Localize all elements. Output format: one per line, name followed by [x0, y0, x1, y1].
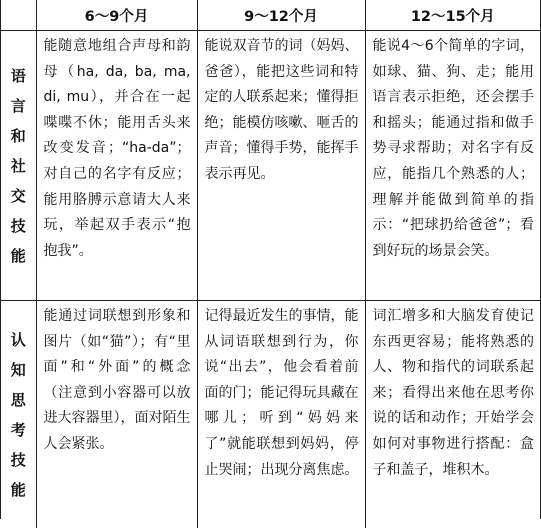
header-corner-cell — [1, 0, 36, 31]
cell-cognitive-6-9: 能通过词联想到形象和图片（如“猫”）；有“里面”和“外面”的概念（注意到小容器可以放进大容器里），面对陌生人会紧张。 — [36, 301, 197, 528]
row-label-language-social: 语言和社交技能 — [10, 61, 26, 271]
cell-language-12-15: 能说4～6个简单的字词，如球、猫、狗、走；能用语言表示拒绝，还会摆手和摇头；能通过指和做手势寻求帮助；对名字有反应，能指几个熟悉的人；理解并能做到简单的指示：“把球扔给爸爸”；看到好玩的场景会笑。 — [365, 31, 540, 301]
development-milestones-table — [1, 0, 540, 528]
header-12-15-months: 12～15个月 — [365, 0, 540, 31]
row-label-cell-cognitive — [1, 301, 36, 528]
cell-cognitive-9-12: 记得最近发生的事情，能从词语联想到行为，你说“出去”，他会看着前面的门；能记得玩具藏在哪儿；听到“妈妈来了”就能联想到妈妈，停止哭闹；出现分离焦虑。 — [197, 301, 365, 528]
table-header-row — [1, 0, 540, 31]
cell-language-6-9: 能随意地组合声母和韵母（ha, da, ba, ma, di, mu），并合在一起喋喋不休；能用舌头来改变发音；“ha-da”；对自己的名字有反应；能用胳膊示意请大人来玩，举起双手表示“抱抱我”。 — [36, 31, 197, 301]
cell-language-9-12: 能说双音节的词（妈妈、爸爸），能把这些词和特定的人联系起来；懂得拒绝；能模仿咳嗽、咂舌的声音；懂得手势，能挥手表示再见。 — [197, 31, 365, 301]
table-row-language-social — [1, 31, 540, 301]
cell-cognitive-12-15: 词汇增多和大脑发育使记东西更容易；能将熟悉的人、物和指代的词联系起来；看得出来他在思考你说的话和动作；开始学会如何对事物进行搭配：盒子和盖子，堆积木。 — [365, 301, 540, 528]
table-row-cognitive — [1, 301, 540, 528]
row-label-cell-language-social — [1, 31, 36, 301]
header-6-9-months: 6～9个月 — [36, 0, 197, 31]
row-label-cognitive: 认知思考技能 — [10, 325, 26, 505]
header-9-12-months: 9～12个月 — [197, 0, 365, 31]
